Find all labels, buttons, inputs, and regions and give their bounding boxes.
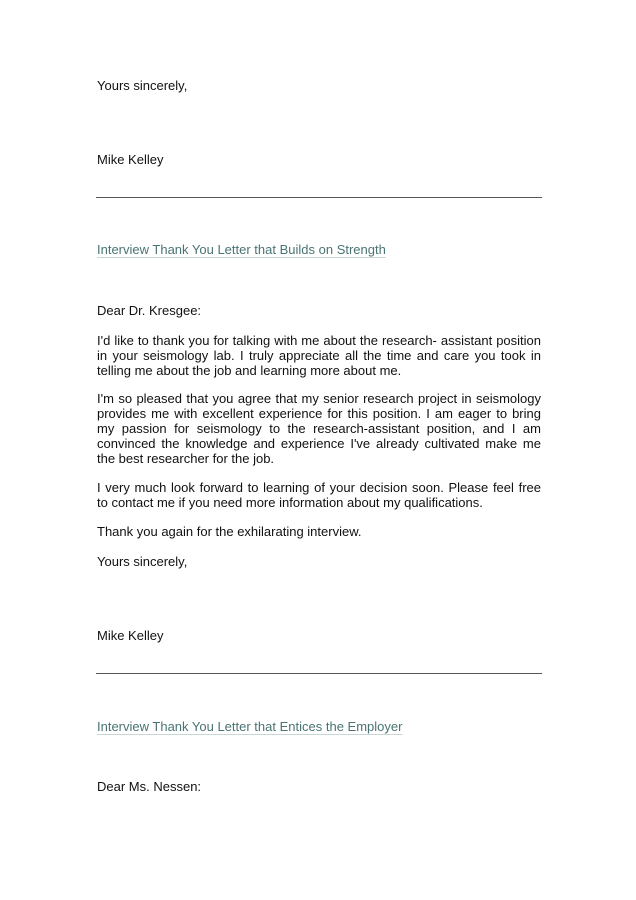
- signature-name: Mike Kelley: [97, 152, 164, 167]
- section-divider: [96, 673, 542, 674]
- closing-text: Yours sincerely,: [97, 554, 188, 569]
- signature-name: Mike Kelley: [97, 628, 164, 643]
- salutation: Dear Ms. Nessen:: [97, 779, 202, 794]
- section-divider: [96, 197, 542, 198]
- letter-paragraph-1: I'd like to thank you for talking with me about the research- assistant position in your seismology lab. I truly appreciate all the time and care you took in telling me about the job and learning more about me.: [97, 333, 541, 378]
- salutation: Dear Dr. Kresgee:: [97, 303, 202, 318]
- letter-heading-entices-employer[interactable]: Interview Thank You Letter that Entices the Employer: [97, 719, 403, 734]
- letter-paragraph-3: I very much look forward to learning of your decision soon. Please feel free to contact me if you need more information about my qualifications.: [97, 480, 541, 510]
- letter-paragraph-2: I'm so pleased that you agree that my senior research project in seismology provides me with excellent experience for this position. I am eager to bring my passion for seismology to the research-assistant position, and I am convinced the knowledge and experience I've already cultivated make me the best researcher for the job.: [97, 391, 541, 466]
- letter-paragraph-4: Thank you again for the exhilarating interview.: [97, 524, 362, 539]
- letter-heading-builds-on-strength[interactable]: Interview Thank You Letter that Builds on Strength: [97, 242, 386, 257]
- closing-text: Yours sincerely,: [97, 78, 188, 93]
